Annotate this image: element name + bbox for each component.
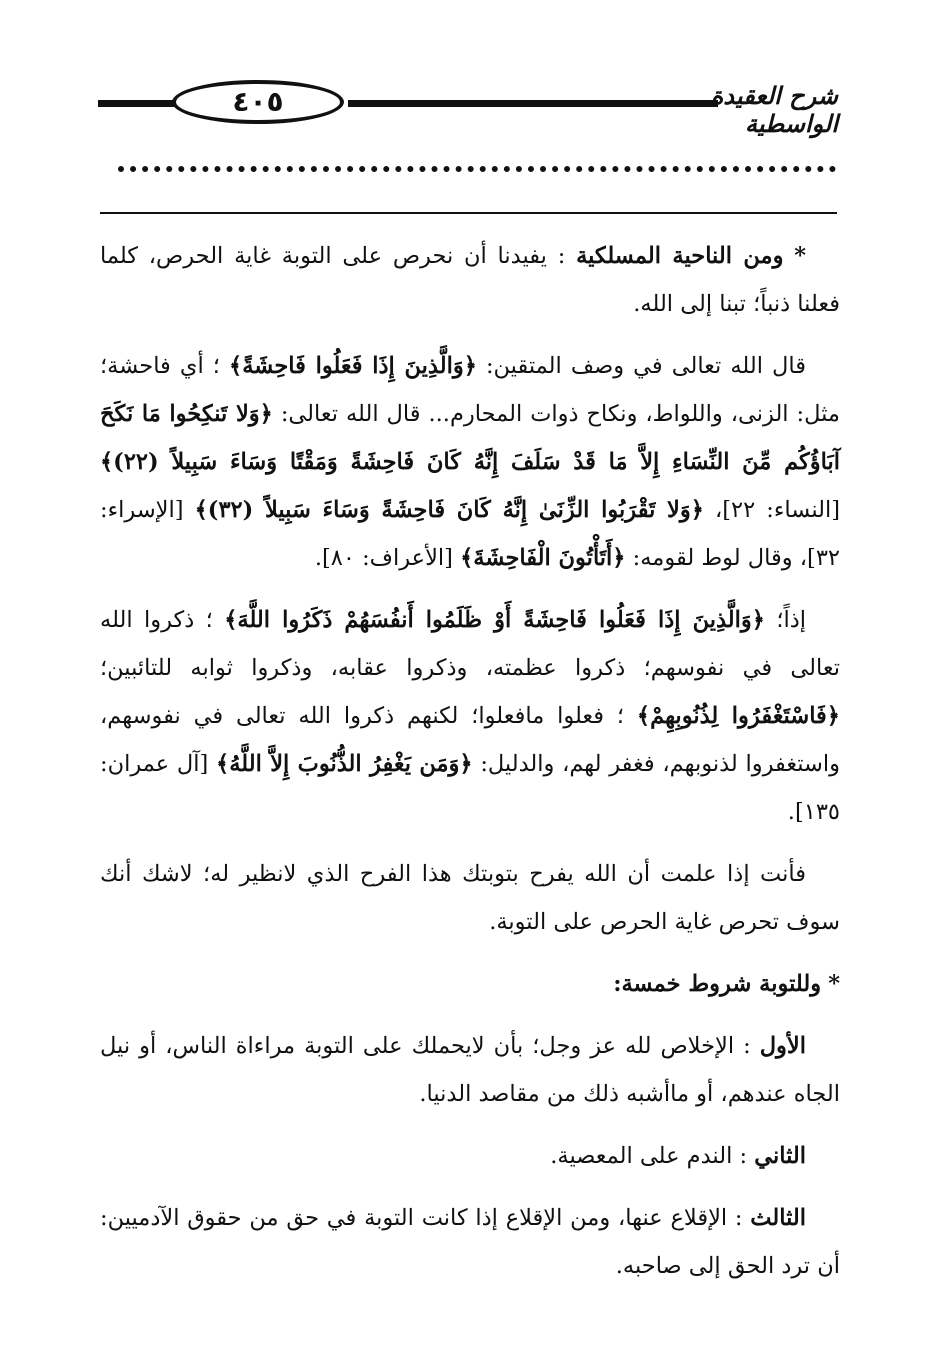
- paragraph-5: [100, 960, 840, 1008]
- condition-2-label: الثاني: [754, 1143, 806, 1169]
- header-rule: [100, 212, 837, 214]
- verse-reference: [النساء: ٢٢]،: [714, 497, 841, 523]
- book-title: شرح العقيدة الواسطية: [710, 82, 838, 138]
- header-bar-left: [98, 100, 180, 107]
- page-header: [98, 78, 838, 138]
- page-body: [100, 232, 840, 1290]
- condition-3-text: : الإقلاع عنها، ومن الإقلاع إذا كانت التوبة في حق من حقوق الآدميين: أن ترد الحق إلى صاحبه.: [100, 1205, 840, 1279]
- paragraph-2: [100, 342, 840, 582]
- paragraph-3-text-1: إذاً؛: [776, 607, 807, 633]
- verse-reference: [آل عمران: ١٣٥].: [100, 751, 840, 825]
- paragraph-3-text-2: ؛ ذكروا الله تعالى في نفوسهم؛ ذكروا عظمته، وذكروا عقابه، وذكروا ثوابه للتائبين؛: [100, 607, 840, 681]
- paragraph-1: [100, 232, 840, 328]
- verse-reference: [الأعراف: ٨٠].: [314, 545, 453, 571]
- paragraph-4: [100, 850, 840, 946]
- verse-reference: [الإسراء: ٣٢]، وقال لوط لقومه:: [100, 497, 840, 571]
- quran-verse: ﴿وَالَّذِينَ إِذَا فَعَلُوا فَاحِشَةً أَوْ ظَلَمُوا أَنفُسَهُمْ ذَكَرُوا اللَّهَ﴾: [224, 607, 765, 633]
- quran-verse: ﴿وَلا تَنكِحُوا مَا نَكَحَ آبَاؤُكُم مِّنَ النِّسَاءِ إِلاَّ مَا قَدْ سَلَفَ إِنَّهُ كَانَ فَاحِشَةً وَمَقْتًا وَسَاءَ سَبِيلاً (٢٢)﴾: [100, 401, 840, 475]
- paragraph-1-text: : يفيدنا أن نحرص على التوبة غاية الحرص، كلما فعلنا ذنباً؛ تبنا إلى الله.: [100, 243, 840, 317]
- condition-1-text: : الإخلاص لله عز وجل؛ بأن لايحملك على التوبة مراءاة الناس، أو نيل الجاه عندهم، أو ماأشبه ذلك من مقاصد الدنيا.: [100, 1033, 840, 1107]
- paragraph-6: [100, 1022, 840, 1118]
- quran-verse: ﴿أَتَأْتُونَ الْفَاحِشَةَ﴾: [460, 545, 626, 571]
- quran-verse: ﴿وَالَّذِينَ إِذَا فَعَلُوا فَاحِشَةً﴾: [229, 353, 477, 379]
- quran-verse: ﴿وَلا تَقْرَبُوا الزِّنَىٰ إِنَّهُ كَانَ فَاحِشَةً وَسَاءَ سَبِيلاً (٣٢)﴾: [194, 497, 704, 523]
- paragraph-1-lead: ومن الناحية المسلكية: [576, 243, 784, 269]
- paragraph-7: [100, 1132, 840, 1180]
- conditions-heading: وللتوبة شروط خمسة:: [613, 971, 822, 997]
- quran-verse: ﴿فَاسْتَغْفَرُوا لِذُنُوبِهِمْ﴾: [636, 703, 840, 729]
- quran-verse: ﴿وَمَن يَغْفِرُ الذُّنُوبَ إِلاَّ اللَّهُ﴾: [216, 751, 473, 777]
- paragraph-8: [100, 1194, 840, 1290]
- condition-1-label: الأول: [759, 1033, 806, 1059]
- paragraph-2-text-2: ؛ أي فاحشة؛ مثل: الزنى، واللواط، ونكاح ذوات المحارم... قال الله تعالى:: [100, 353, 840, 427]
- paragraph-3-text-3: ؛ فعلوا مافعلوا؛ لكنهم ذكروا الله تعالى في نفوسهم، واستغفروا لذنوبهم، فغفر لهم، والدليل:: [100, 703, 841, 777]
- condition-3-label: الثالث: [750, 1205, 806, 1231]
- paragraph-2-text-1: قال الله تعالى في وصف المتقين:: [485, 353, 806, 379]
- bullet-mark: *: [828, 971, 840, 997]
- page-number: ٤٠٥: [172, 80, 344, 124]
- dotted-divider: [118, 166, 836, 172]
- bullet-mark: *: [794, 243, 807, 269]
- paragraph-4-text: فأنت إذا علمت أن الله يفرح بتوبتك هذا الفرح الذي لانظير له؛ لاشك أنك سوف تحرص غاية الحرص على التوبة.: [100, 861, 840, 935]
- paragraph-3: [100, 596, 840, 836]
- condition-2-text: : الندم على المعصية.: [550, 1143, 748, 1169]
